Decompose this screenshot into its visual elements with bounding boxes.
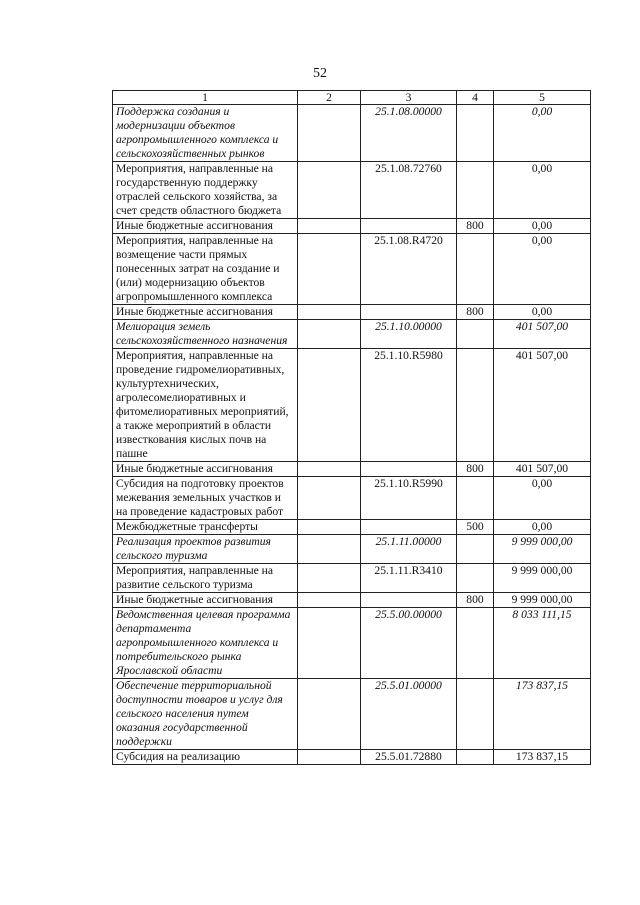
row-name: Обеспечение территориальной доступности товаров и услуг для сельского населения путем оказания государственной поддержки: [113, 679, 298, 750]
row-code: 25.5.00.00000: [361, 608, 457, 679]
row-code: 25.1.11.R3410: [361, 564, 457, 593]
row-code: [361, 219, 457, 234]
table-row: [113, 462, 591, 477]
row-amount: 8 033 111,15: [494, 608, 591, 679]
row-amount: 9 999 000,00: [494, 535, 591, 564]
row-expense-kind: [457, 234, 494, 305]
table-row: [113, 564, 591, 593]
budget-table: [112, 90, 591, 765]
row-name: Мелиорация земель сельскохозяйственного назначения: [113, 320, 298, 349]
row-code: [361, 462, 457, 477]
row-expense-kind: 800: [457, 219, 494, 234]
header-col-1: 1: [113, 91, 298, 105]
row-code: [361, 593, 457, 608]
table-row: [113, 305, 591, 320]
row-name: Мероприятия, направленные на возмещение части прямых понесенных затрат на создание и (или) модернизацию объектов агропромышленного комплекса: [113, 234, 298, 305]
row-expense-kind: [457, 105, 494, 162]
row-col-2: [298, 535, 361, 564]
row-amount: 0,00: [494, 162, 591, 219]
row-col-2: [298, 608, 361, 679]
header-col-2: 2: [298, 91, 361, 105]
table-row: [113, 750, 591, 765]
row-name: Иные бюджетные ассигнования: [113, 219, 298, 234]
table-row: [113, 593, 591, 608]
row-expense-kind: [457, 320, 494, 349]
table-row: [113, 105, 591, 162]
row-name: Поддержка создания и модернизации объектов агропромышленного комплекса и сельскохозяйственных рынков: [113, 105, 298, 162]
row-amount: 9 999 000,00: [494, 593, 591, 608]
row-name: Иные бюджетные ассигнования: [113, 593, 298, 608]
header-col-5: 5: [494, 91, 591, 105]
row-code: [361, 520, 457, 535]
page-number: 52: [313, 66, 327, 81]
table-row: [113, 679, 591, 750]
row-expense-kind: [457, 679, 494, 750]
row-expense-kind: 800: [457, 305, 494, 320]
row-col-2: [298, 477, 361, 520]
row-col-2: [298, 593, 361, 608]
table-row: [113, 162, 591, 219]
row-name: Субсидия на подготовку проектов межевания земельных участков и на проведение кадастровых работ: [113, 477, 298, 520]
row-code: 25.1.10.R5980: [361, 349, 457, 462]
row-amount: 0,00: [494, 477, 591, 520]
row-expense-kind: [457, 608, 494, 679]
table-row: [113, 535, 591, 564]
row-code: 25.1.08.00000: [361, 105, 457, 162]
row-expense-kind: 800: [457, 593, 494, 608]
row-amount: 173 837,15: [494, 679, 591, 750]
table-row: [113, 520, 591, 535]
row-amount: 0,00: [494, 234, 591, 305]
row-code: 25.1.08.R4720: [361, 234, 457, 305]
row-name: Межбюджетные трансферты: [113, 520, 298, 535]
row-code: 25.5.01.72880: [361, 750, 457, 765]
table-row: [113, 234, 591, 305]
header-col-3: 3: [361, 91, 457, 105]
row-amount: 0,00: [494, 520, 591, 535]
row-name: Мероприятия, направленные на развитие сельского туризма: [113, 564, 298, 593]
row-amount: 0,00: [494, 105, 591, 162]
row-amount: 9 999 000,00: [494, 564, 591, 593]
row-col-2: [298, 234, 361, 305]
table-row: [113, 219, 591, 234]
row-col-2: [298, 520, 361, 535]
row-col-2: [298, 462, 361, 477]
row-amount: 401 507,00: [494, 320, 591, 349]
row-col-2: [298, 162, 361, 219]
row-code: 25.1.08.72760: [361, 162, 457, 219]
row-col-2: [298, 305, 361, 320]
row-expense-kind: 500: [457, 520, 494, 535]
row-col-2: [298, 105, 361, 162]
row-name: Мероприятия, направленные на государственную поддержку отраслей сельского хозяйства, за счет средств областного бюджета: [113, 162, 298, 219]
row-name: Иные бюджетные ассигнования: [113, 462, 298, 477]
table-row: [113, 608, 591, 679]
row-code: [361, 305, 457, 320]
row-col-2: [298, 679, 361, 750]
header-col-4: 4: [457, 91, 494, 105]
row-col-2: [298, 750, 361, 765]
row-name: Ведомственная целевая программа департамента агропромышленного комплекса и потребительского рынка Ярославской области: [113, 608, 298, 679]
row-expense-kind: [457, 535, 494, 564]
row-code: 25.5.01.00000: [361, 679, 457, 750]
row-expense-kind: [457, 477, 494, 520]
row-amount: 401 507,00: [494, 462, 591, 477]
row-code: 25.1.10.R5990: [361, 477, 457, 520]
table-row: [113, 477, 591, 520]
row-expense-kind: [457, 162, 494, 219]
row-col-2: [298, 349, 361, 462]
row-col-2: [298, 219, 361, 234]
row-expense-kind: [457, 349, 494, 462]
row-name: Субсидия на реализацию: [113, 750, 298, 765]
row-amount: 0,00: [494, 219, 591, 234]
table-header-row: [113, 91, 591, 105]
row-expense-kind: [457, 564, 494, 593]
row-name: Иные бюджетные ассигнования: [113, 305, 298, 320]
row-amount: 401 507,00: [494, 349, 591, 462]
table-row: [113, 320, 591, 349]
row-expense-kind: 800: [457, 462, 494, 477]
table-body: [113, 105, 591, 765]
table-row: [113, 349, 591, 462]
row-amount: 173 837,15: [494, 750, 591, 765]
row-name: Реализация проектов развития сельского туризма: [113, 535, 298, 564]
row-col-2: [298, 564, 361, 593]
row-col-2: [298, 320, 361, 349]
row-code: 25.1.11.00000: [361, 535, 457, 564]
row-amount: 0,00: [494, 305, 591, 320]
row-expense-kind: [457, 750, 494, 765]
row-name: Мероприятия, направленные на проведение гидромелиоративных, культуртехнических, агролесомелиоративных и фитомелиоративных мероприятий, а также мероприятий в области известкования кислых почв на пашне: [113, 349, 298, 462]
row-code: 25.1.10.00000: [361, 320, 457, 349]
